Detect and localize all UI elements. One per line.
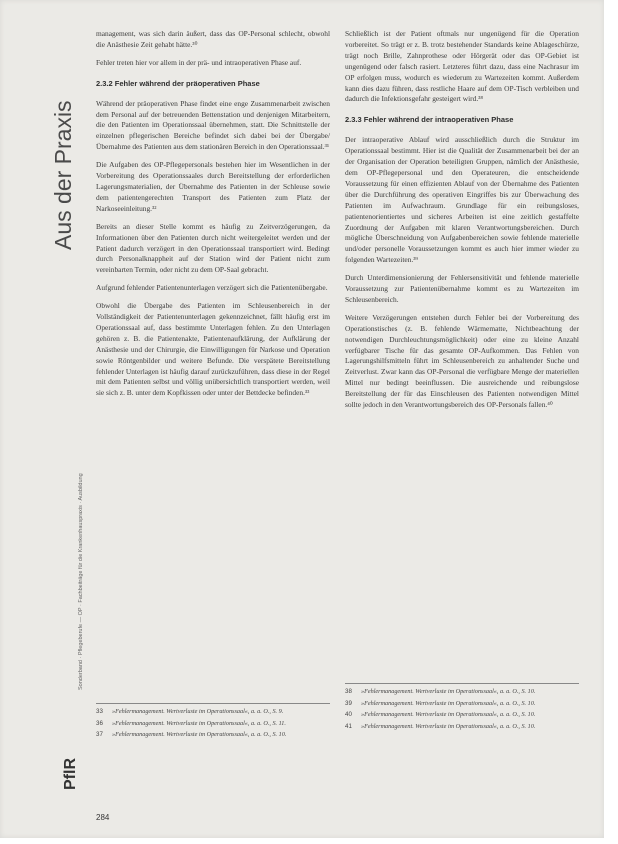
footnote-number: 41 [345, 722, 352, 730]
paragraph: Aufgrund fehlender Patientenunterlagen verzögert sich die Patientenübergabe. [96, 283, 328, 293]
paragraph: Die Aufgaben des OP-Pflegepersonals bestehen hier im Wesentlichen in der Vorbereitung des Operationssaales durch Bereitstellung der erforderlichen Lagerungsmaterialien, der Übernahme des Patienten in der Schleuse sowie dem patientengerechten Transport des Patienten zum Platz der Narkoseeinleitung.³² [96, 160, 330, 213]
right-column [345, 29, 579, 418]
footnote-number: 39 [345, 699, 352, 707]
footnote-text: »Fehlermanagement. Wertverluste im Operationssaal«, a. a. O., S. 10. [361, 722, 536, 730]
footnote-text: »Fehlermanagement. Wertverluste im Operationssaal«, a. a. O., S. 10. [361, 688, 536, 695]
left-column [96, 29, 330, 406]
footnote-number: 36 [96, 719, 103, 727]
paragraph: Der intraoperative Ablauf wird ausschließlich durch die Struktur im Operationssaal bestimmt. Hier ist die Qualität der Zusammenarbeit bei der an der Organisation der Operation beteiligten Gruppen, nämlich der Anästhesie, dem OP-Pflegepersonal und den Operateuren, die entscheidende Voraussetzung für einen effizienten Ablauf von der Übernahme des Patienten über die Durchführung des operativen Eingriffes bis zur Überwachung des Patienten im Aufwachraum. Grundlage für ein reibungsloses, patientenorientiertes und sicheres Arbeiten ist eine zeitlich gestaffelte Zuordnung der Aufgaben mit klaren Verantwortungsbereichen. Durch mögliche Überschneidung von Aufgabenbereichen sowie fehlende materielle und/oder personelle Voraussetzungen kommt es auch hier immer wieder zu folgenden Wartezeiten.³⁹ [345, 135, 579, 265]
paragraph: Fehler treten hier vor allem in der prä- und intraoperativen Phase auf. [96, 57, 302, 67]
side-section-title: Aus der Praxis [50, 100, 76, 250]
footnote-number: 40 [345, 711, 352, 719]
footnote [96, 708, 330, 717]
footnote-text: »Fehlermanagement. Wertverluste im Operationssaal«, a. a. O., S. 11. [112, 719, 286, 727]
paragraph: Durch Unterdimensionierung der Fehlersensitivität und fehlende materielle Voraussetzung zur Patientenübernahme kommt es zu Wartezeiten im Schleusenbereich. [345, 273, 579, 304]
footnote [96, 731, 330, 740]
footnote-text: »Fehlermanagement. Wertverluste im Operationssaal«, a. a. O., S. 10. [361, 711, 536, 719]
paragraph: Weitere Verzögerungen entstehen durch Fehler bei der Vorbereitung des Operationstisches (z. B. fehlende Wärmematte, Nichtbeachtung der notwendigen Durchleuchtungsmöglichkeit) oder eine zu kleine Anzahl verfügbarer Tische für das gesamte OP-Aufkommen. Das Fehlen von Lagerungshilfsmitteln führt im Schleusenbereich zu anhaltender Suche und Zeitverlust. Zwar kann das OP-Personal die verfügbare Menge der materiellen Mittel nur bedingt beeinflussen. Die ausreichende und reibungslose Bereitstellung der für das Einschleusen des Patienten notwendigen Mittel sollte jedoch in den Verantwortungsbereich des OP-Personals fallen.⁴⁰ [345, 312, 579, 410]
footnote-number: 38 [345, 688, 352, 695]
footnote [345, 700, 579, 709]
paragraph: Bereits an dieser Stelle kommt es häufig zu Zeitverzögerungen, da Informationen über den Patienten durch nicht weitergeleitet werden und der Patient dadurch verzögert in den Operationssaal transportiert wird. Bedingt durch Personalknappheit auf der Station wird der Patient nicht zum vereinbarten Termin, oder nicht zu dem OP-Saal gebracht. [96, 221, 330, 275]
right-footnotes [345, 683, 579, 734]
footnote-text: »Fehlermanagement. Wertverluste im Operationssaal«, a. a. O., S. 10. [361, 699, 536, 707]
journal-mark: PflR [62, 758, 79, 790]
section-heading: 2.3.2 Fehler während der präoperativen Phase [96, 78, 260, 88]
footnote [345, 688, 579, 697]
paragraph: Obwohl die Übergabe des Patienten im Schleusenbereich in der Vollständigkeit der Patientenunterlagen gekennzeichnet, fällt häufig erst im Operationssaal auf, dass bestimmte Unterlagen fehlen. Zu den Unterlagen gehören z. B. die Patientenakte, Patientenaufklärung, der Aufklärung der Anästhesie und der Chirurgie, die Einwilligungen für Narkose und Operation sowie Röntgenbilder und weitere Befunde. Die verspätete Bereitstellung fehlender Unterlagen ist häufig darauf zurückzuführen, dass diese in der Regel mit dem Patienten selbst und völlig unübersichtlich transportiert werden, weil sie sich z. B. unter dem Kopfkissen oder unter der Bettdecke befinden.³³ [96, 301, 330, 398]
footnote-text: »Fehlermanagement. Wertverluste im Operationssaal«, a. a. O., S. 10. [112, 731, 287, 739]
footnote [345, 723, 579, 732]
section-heading: 2.3.3 Fehler während der intraoperativen Phase [345, 115, 514, 125]
page-number: 284 [96, 813, 110, 822]
footnote [96, 720, 330, 729]
paragraph: Während der präoperativen Phase findet eine enge Zusammenarbeit zwischen dem Personal auf der betreuenden Bettenstation und denjenigen Mitarbeitern, die den Patienten im Operationssaal übernehmen, statt. Die Schnittstelle der einzelnen pflegerischen Bereiche befindet sich dabei bei der Übergabe/Übernahme des Patienten aus dem stationären Bereich in den Operationssaal.³¹ [96, 98, 330, 152]
footnote [345, 711, 579, 720]
paragraph: management, was sich darin äußert, dass das OP-Personal schlecht, obwohl die Anästhesie Zeit gehabt hätte.³⁰ [96, 29, 330, 49]
footnote-text: »Fehlermanagement. Wertverluste im Operationssaal«, a. a. O., S. 9. [112, 708, 284, 715]
left-footnotes [96, 703, 330, 743]
side-running-text: Sonderband · Pflegeberufe — OP · Fachbeiträge für die Krankenhauspraxis · Ausbildung [78, 473, 84, 690]
paragraph: Schließlich ist der Patient oftmals nur ungenügend für die Operation vorbereitet. So trägt er z. B. trotz bestehender Standards keine Ablageschürze, trägt noch Brille, Zahnprothese oder Hörgerät oder das OP-Gebiet ist ungenügend oder falsch rasiert. Letzteres führt dazu, dass eine Nachrasur im OP erfolgen muss, wodurch es wiederum zu Wartezeiten kommt. Außerdem kann dies dazu führen, dass restliche Haare auf dem OP-Tisch verbleiben und dadurch die Infektionsgefahr gesteigert wird.³⁸ [345, 29, 579, 104]
footnote-number: 33 [96, 708, 103, 715]
footnote-number: 37 [96, 731, 103, 739]
